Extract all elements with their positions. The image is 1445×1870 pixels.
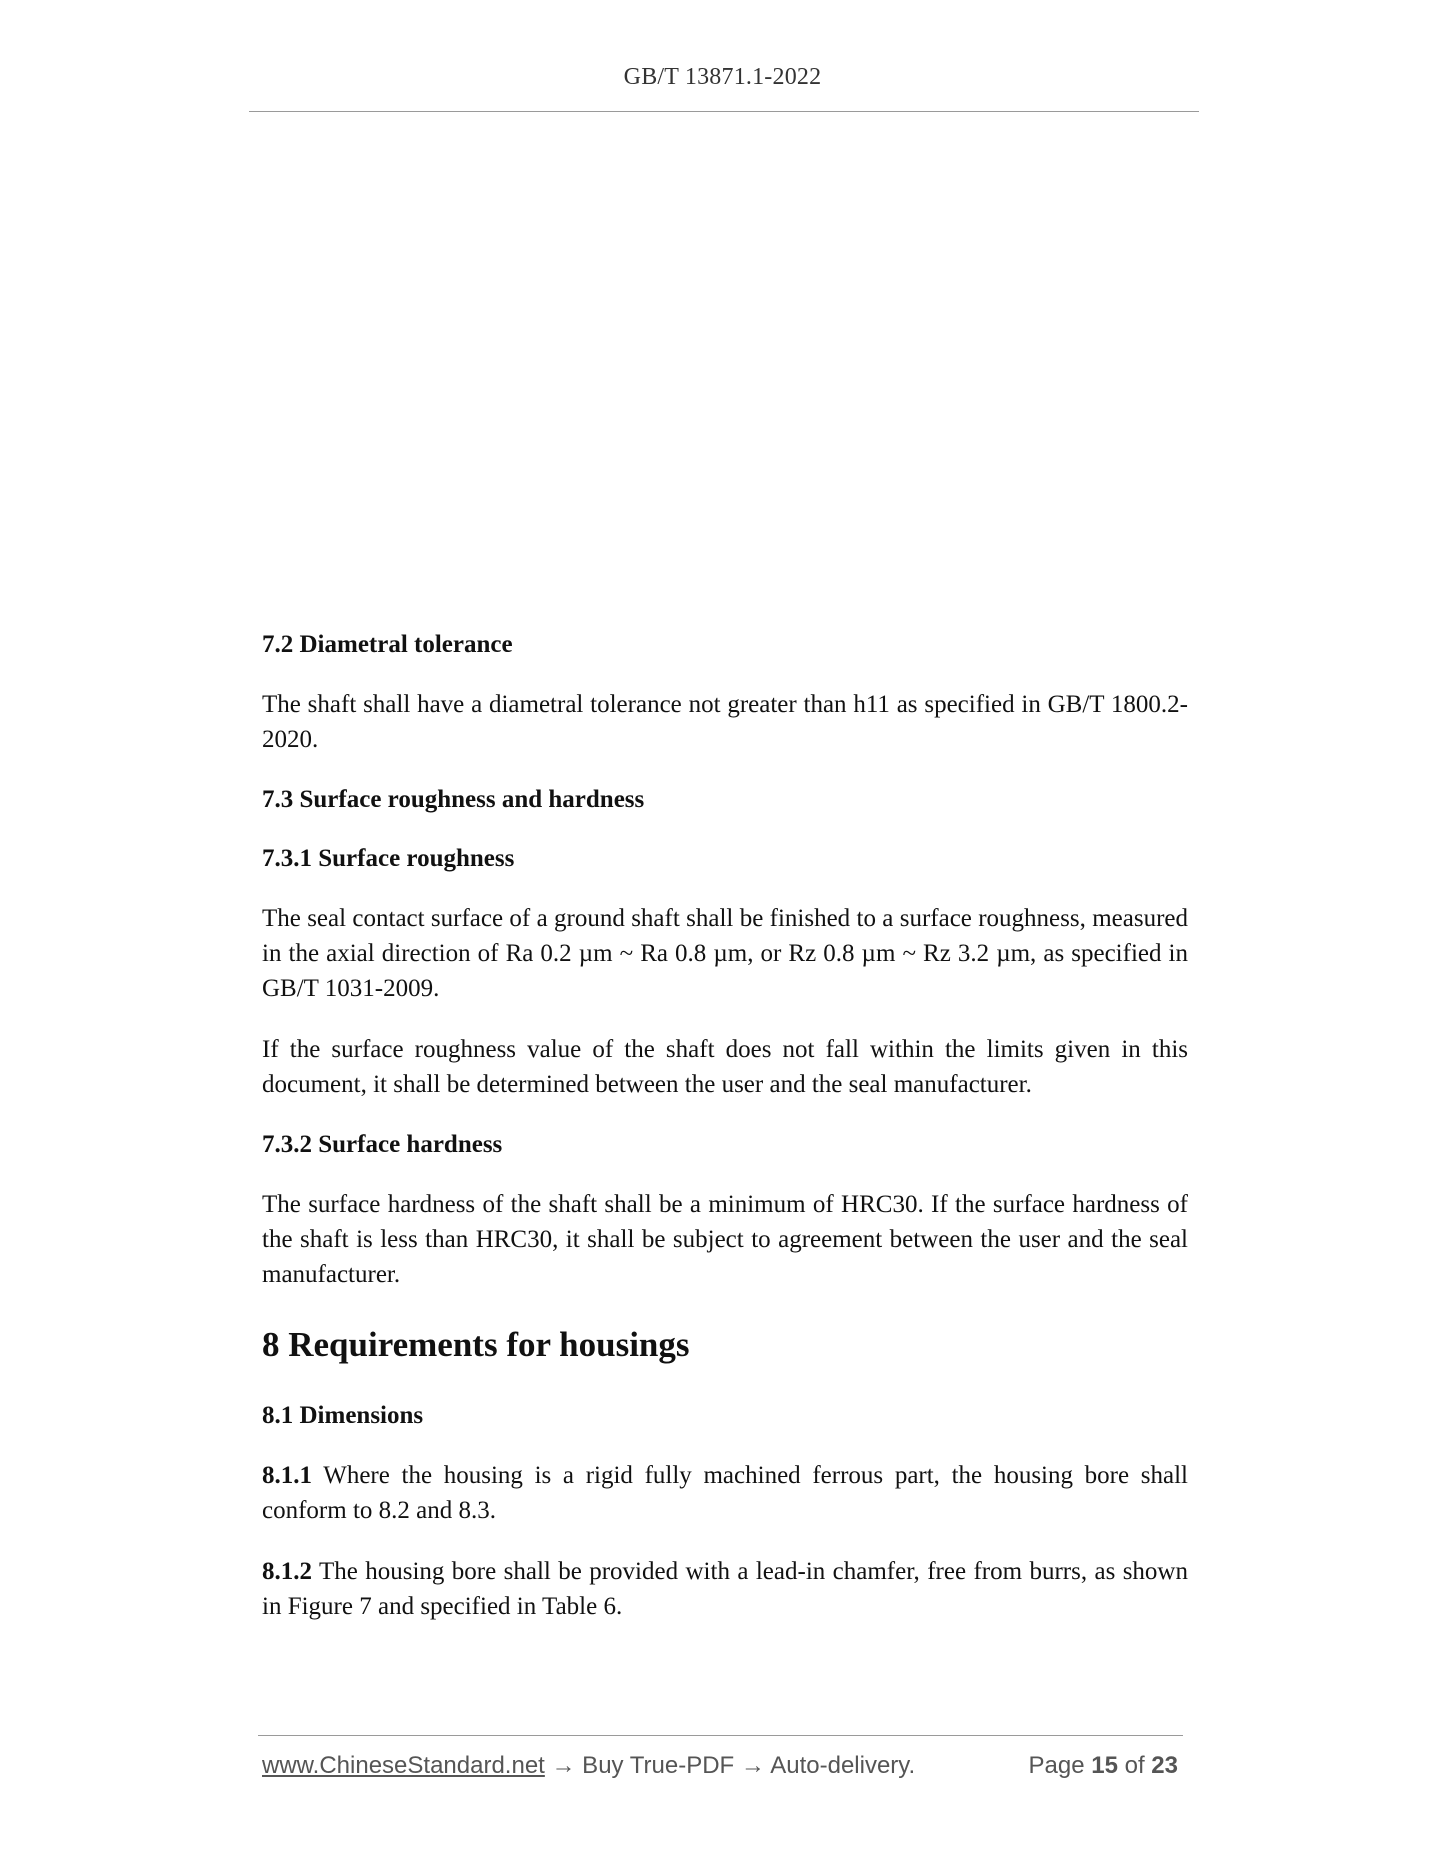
section-7-2-heading: 7.2 Diametral tolerance (262, 631, 513, 658)
page-header: GB/T 13871.1-2022 (623, 64, 822, 90)
clause-text-8-1-2: The housing bore shall be provided with a lead-in chamfer, free from burrs, as shown in Figure 7 and specified in Table 6. (262, 1558, 1188, 1620)
clause-number-8-1-2: 8.1.2 (262, 1558, 312, 1585)
page-label: Page (1028, 1752, 1085, 1779)
page-total: 23 (1151, 1752, 1178, 1779)
section-7-3-2-paragraph: The surface hardness of the shaft shall be a minimum of HRC30. If the surface hardness of the shaft is less than HRC30, it shall be subject to agreement between the user and the seal manufacturer. (262, 1191, 1188, 1288)
page-current: 15 (1091, 1752, 1118, 1779)
section-7-3-1-paragraph-1: The seal contact surface of a ground shaft shall be finished to a surface roughness, measured in the axial direction of Ra 0.2 µm ~ Ra 0.8 µm, or Rz 0.8 µm ~ Rz 3.2 µm, as specified in GB/T 1031-2009. (262, 905, 1188, 1002)
page-of-label: of (1124, 1752, 1145, 1779)
section-7-3-1-paragraph-2: If the surface roughness value of the shaft does not fall within the limits given in this document, it shall be determined between the user and the seal manufacturer. (262, 1036, 1188, 1098)
header-divider (249, 111, 1199, 112)
footer-divider (258, 1735, 1183, 1736)
section-7-3-1-heading: 7.3.1 Surface roughness (262, 845, 515, 872)
section-8-1-2-paragraph (262, 1554, 1188, 1624)
section-8-1-heading: 8.1 Dimensions (262, 1402, 424, 1429)
page-number (1029, 1752, 1179, 1780)
website-link[interactable]: www.ChineseStandard.net (262, 1752, 545, 1779)
section-7-2-paragraph: The shaft shall have a diametral tolerance not greater than h11 as specified in GB/T 1800.2-2020. (262, 691, 1188, 753)
section-7-3-heading: 7.3 Surface roughness and hardness (262, 786, 645, 813)
clause-number-8-1-1: 8.1.1 (262, 1462, 312, 1489)
section-8-heading: 8 Requirements for housings (262, 1325, 690, 1364)
footer-tagline: → Buy True-PDF → Auto-delivery. (544, 1752, 916, 1779)
document-body (262, 628, 1188, 1650)
section-8-1-1-paragraph (262, 1458, 1188, 1528)
clause-text-8-1-1: Where the housing is a rigid fully machined ferrous part, the housing bore shall conform to 8.2 and 8.3. (262, 1462, 1188, 1524)
page-footer (262, 1752, 1182, 1786)
footer-promo (262, 1752, 915, 1780)
section-7-3-2-heading: 7.3.2 Surface hardness (262, 1131, 503, 1158)
